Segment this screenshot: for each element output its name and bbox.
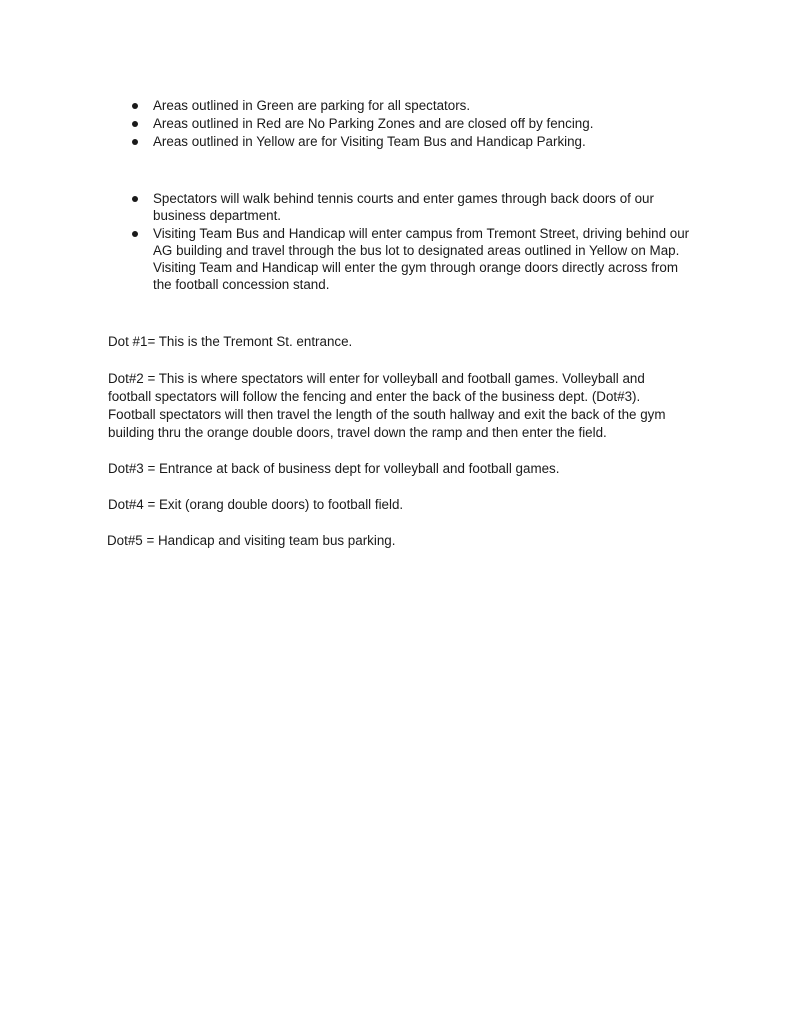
dot5-paragraph: Dot#5 = Handicap and visiting team bus parking.	[107, 533, 396, 548]
dot1-paragraph: Dot #1= This is the Tremont St. entrance.	[108, 334, 353, 349]
list-item: Spectators will walk behind tennis courts and enter games through back doors of our business department.	[130, 190, 690, 224]
parking-legend-list	[130, 97, 690, 151]
dot4-paragraph: Dot#4 = Exit (orang double doors) to football field.	[108, 497, 404, 512]
list-item: Areas outlined in Yellow are for Visiting Team Bus and Handicap Parking.	[130, 133, 690, 150]
dot3-paragraph: Dot#3 = Entrance at back of business dept for volleyball and football games.	[108, 461, 560, 476]
dot2-paragraph: Dot#2 = This is where spectators will enter for volleyball and football games. Volleyball and football spectators will follow the fencing and enter the back of the business dept. (Dot#3). Football spectators will then travel the length of the south hallway and exit the back of the gym building thru the orange double doors, travel down the ramp and then enter the field.	[108, 371, 666, 440]
list-item: Areas outlined in Green are parking for all spectators.	[130, 97, 690, 114]
access-instructions-list	[130, 190, 690, 294]
list-item: Areas outlined in Red are No Parking Zones and are closed off by fencing.	[130, 115, 690, 132]
list-item: Visiting Team Bus and Handicap will enter campus from Tremont Street, driving behind our AG building and travel through the bus lot to designated areas outlined in Yellow on Map. Visiting Team and Handicap will enter the gym through orange doors directly across from the football concession stand.	[130, 225, 690, 293]
